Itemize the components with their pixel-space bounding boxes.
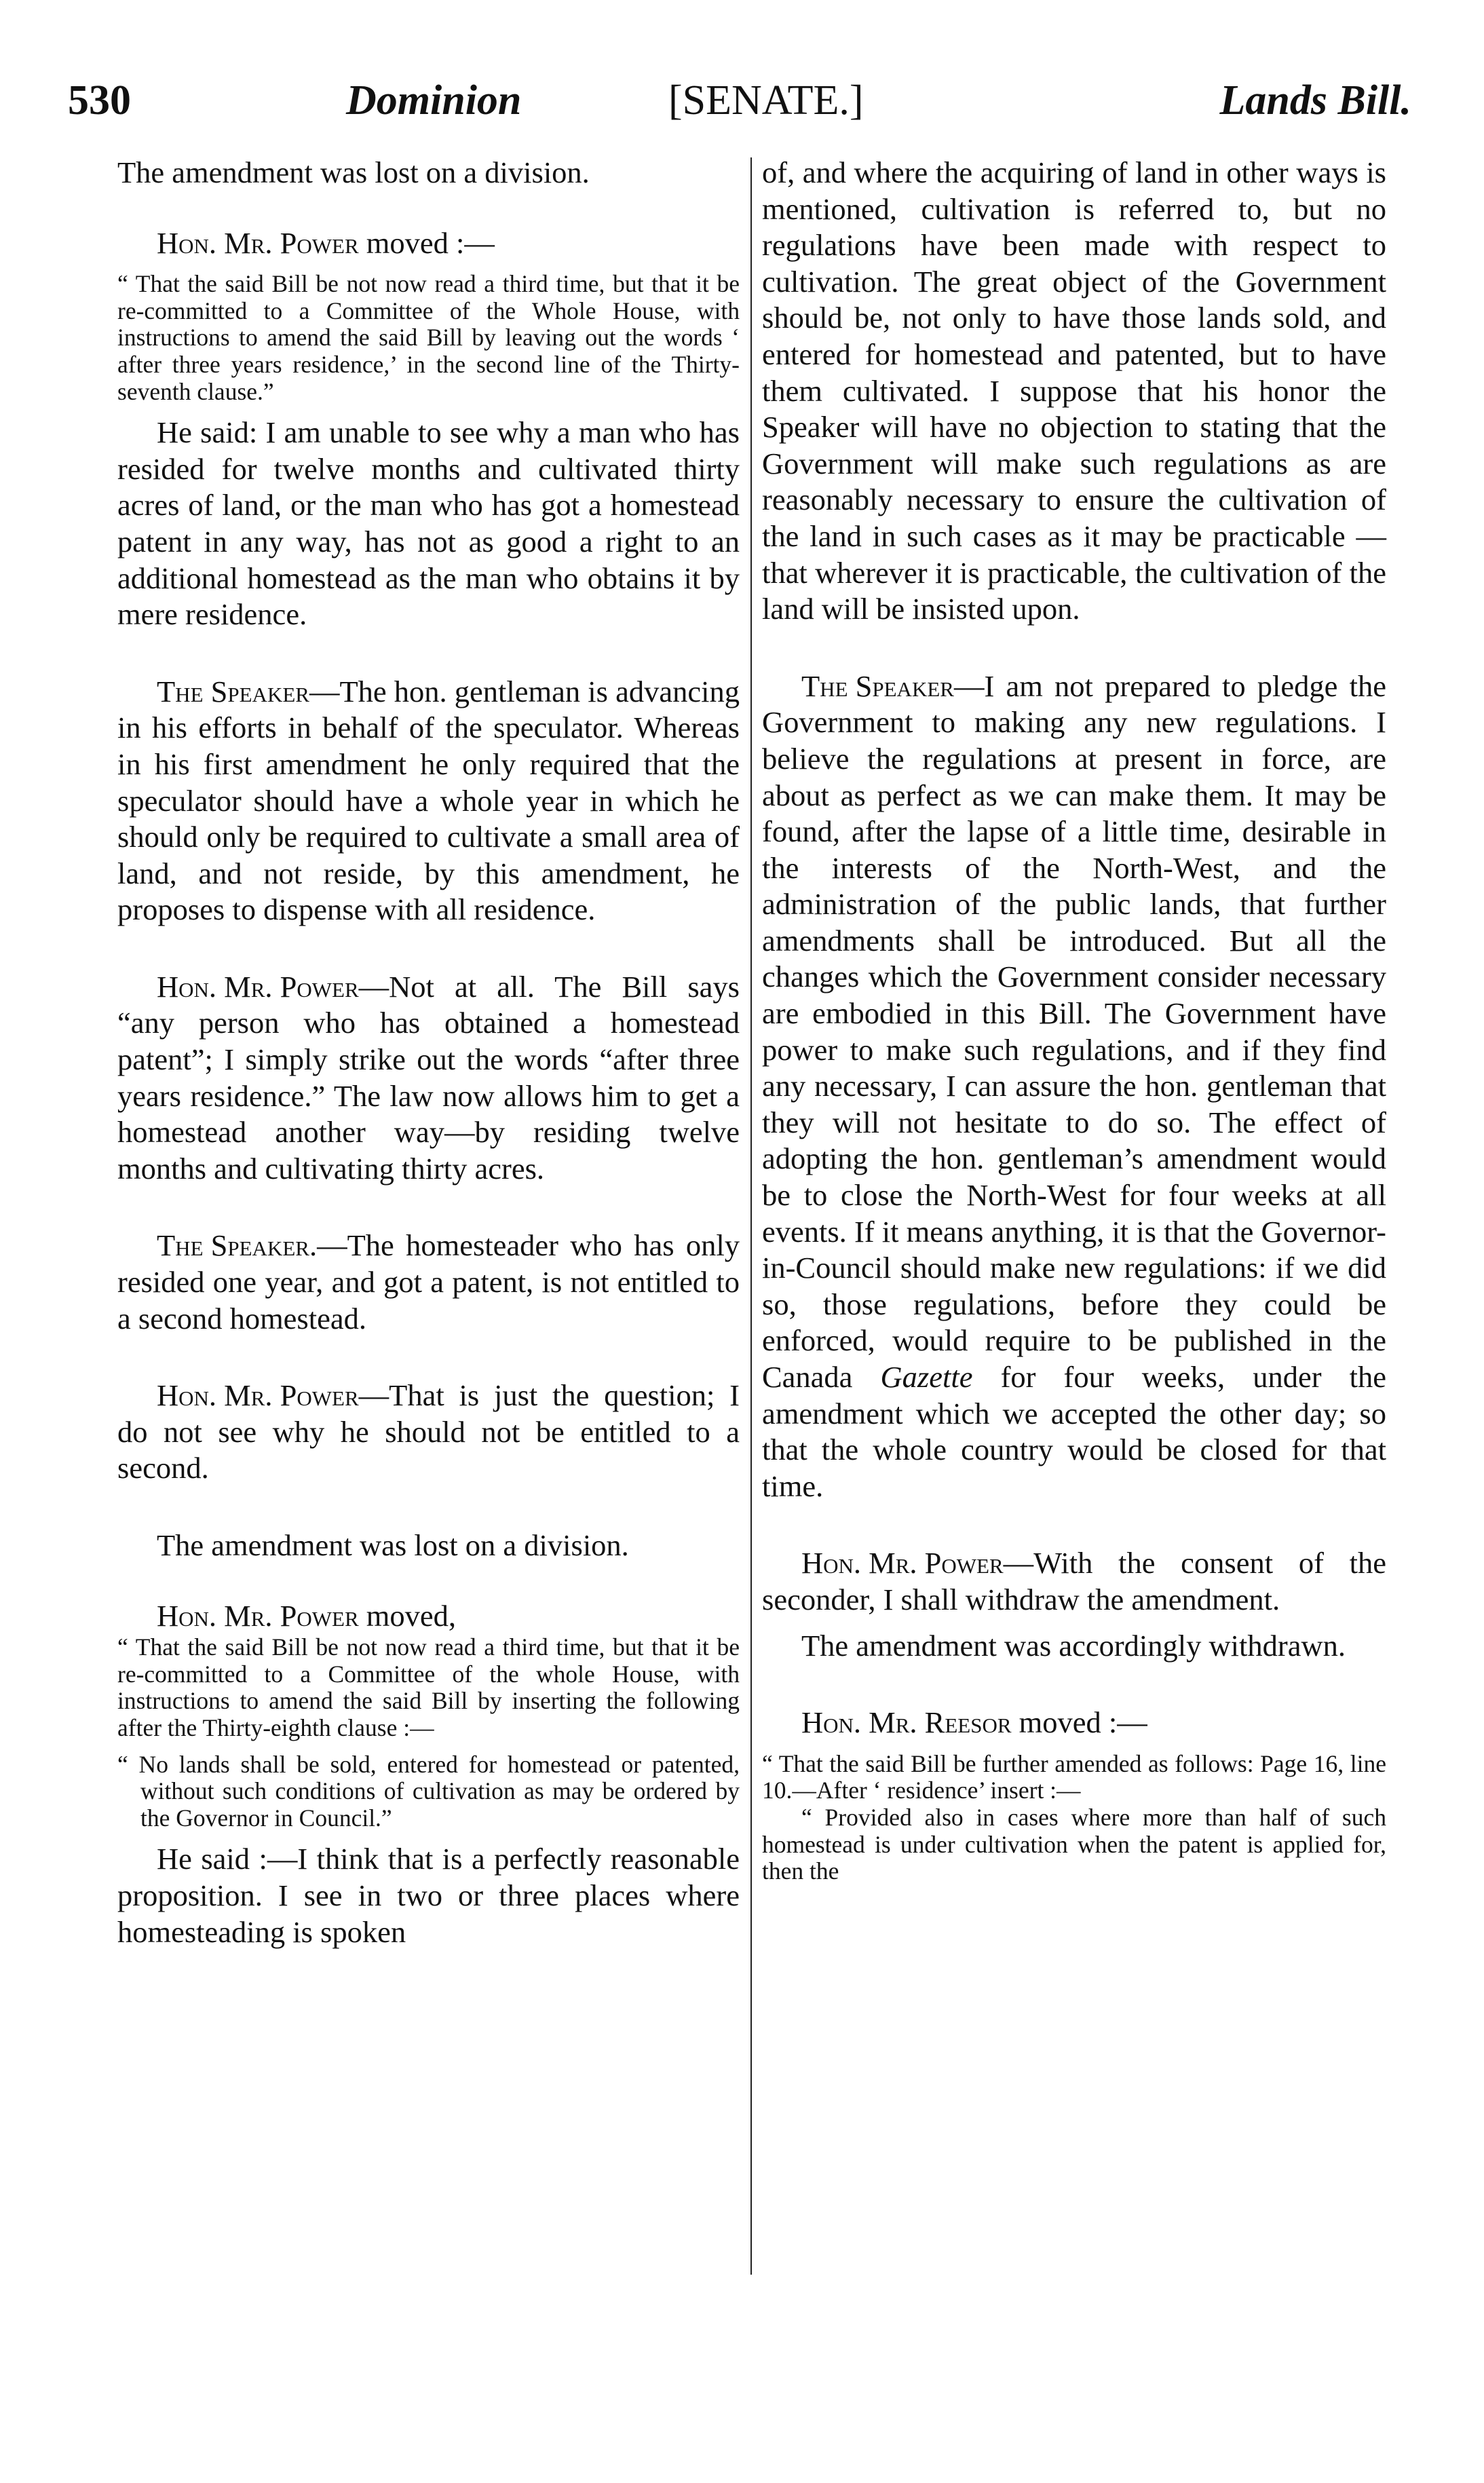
speech-text: —With the consent of the seconder, I shall withdraw the amendment.	[762, 1546, 1386, 1616]
speech-paragraph	[117, 674, 740, 928]
speech-text: —Not at all. The Bill says “any person who has obtained a homestead patent”; I simply strike out the words “after three years residence.” The law now allows him to get a homestead another way—by residing twelve months and cultivating thirty acres.	[117, 969, 740, 1186]
paragraph: of, and where the acquiring of land in other ways is mentioned, cultivation is referred to, but no regulations have been made with respect to cultivation. The great object of the Government should be, not only to have those lands sold, and entered for homestead and patented, but to have them cultivated. I suppose that his honor the Speaker will have no objection to stating that the Government will make such regulations as are reasonably necessary to ensure the cultivation of the land in such cases as it may be practicable —that wherever it is practicable, the cultivation of the land will be insisted upon.	[762, 155, 1386, 626]
speech-paragraph	[117, 969, 740, 1188]
speech-text: for four weeks, under the amendment which we accepted the other day; so that the whole country would be closed for that time.	[762, 1360, 1386, 1503]
paragraph: He said: I am unable to see why a man who has resided for twelve months and cultivated thirty acres of land, or the man who has got a homestead patent in any way, has not as good a right to an additional homestead as the man who obtains it by mere residence.	[117, 415, 740, 632]
speaker-name: Hon. Mr. Power	[157, 1378, 359, 1413]
speech-text: moved :—	[358, 225, 495, 260]
motion-quote: “ That the said Bill be not now read a third time, but that it be re-committed to a Committee of the Whole House, with instructions to amend the said Bill by leaving out the words ‘ after three years residence,’ in the second line of the Thirty-seventh clause.”	[117, 270, 740, 405]
paragraph: The amendment was lost on a division.	[117, 155, 590, 189]
column-divider	[750, 157, 752, 2275]
speech-text: —The hon. gentleman is advancing in his efforts in behalf of the speculator. Whereas in his first amendment he only required that the speculator should have a whole year in which he should only be required to cultivate a small area of land, and not reside, by this amendment, he proposes to dispense with all residence.	[117, 674, 740, 927]
chamber-label: [SENATE.]	[668, 77, 864, 124]
motion-paragraph	[762, 1705, 1386, 1741]
speaker-name: Hon. Mr. Reesor	[801, 1705, 1012, 1740]
speech-text: —The homesteader who has only resided one year, and got a patent, is not entitled to a second homestead.	[117, 1228, 740, 1335]
motion-quote-inset: “ No lands shall be sold, entered for homestead or patented, without such conditions of cultivation as may be ordered by the Governor in Council.”	[117, 1750, 740, 1832]
page-number: 530	[68, 77, 131, 124]
speaker-name: Hon. Mr. Power	[157, 1598, 359, 1633]
page-header	[68, 73, 1411, 134]
left-column	[117, 155, 740, 1950]
speech-text: moved,	[358, 1598, 457, 1633]
speech-text: moved :—	[1011, 1705, 1147, 1740]
motion-quote: “ That the said Bill be further amended as follows: Page 16, line 10.—After ‘ residence’ insert :—	[762, 1749, 1386, 1804]
speaker-name: Hon. Mr. Power	[157, 225, 359, 260]
bill-title: Lands Bill.	[1219, 77, 1411, 124]
gazette-italic: Gazette	[880, 1360, 973, 1394]
speaker-name: Hon. Mr. Power	[801, 1546, 1004, 1580]
speech-text: —That is just the question; I do not see why he should not be entitled to a second.	[117, 1378, 740, 1485]
speech-paragraph	[762, 668, 1386, 1505]
speaker-name: The Speaker.	[157, 1228, 318, 1263]
right-column	[762, 155, 1386, 1885]
paragraph: The amendment was accordingly withdrawn.	[801, 1628, 1346, 1663]
speech-paragraph	[117, 1378, 740, 1487]
motion-paragraph	[117, 225, 740, 262]
motion-paragraph	[117, 1598, 740, 1635]
speech-paragraph	[762, 1545, 1386, 1618]
speech-paragraph	[117, 1228, 740, 1337]
speaker-name: The Speaker	[801, 668, 954, 703]
paragraph: He said :—I think that is a perfectly reasonable proposition. I see in two or three places where homesteading is spoken	[117, 1842, 740, 1949]
paragraph: The amendment was lost on a division.	[157, 1528, 629, 1562]
speaker-name: The Speaker	[157, 674, 309, 708]
speech-text: —I am not prepared to pledge the Government to making any new regulations. I believe the regulations at present in force, are about as perfect as we can make them. It may be found, after the lapse of a little time, desirable in the interests of the North-West, and the administration of the public lands, that further amendments shall be introduced. But all the changes which the Government consider necessary are embodied in this Bill. The Government have power to make such regulations, and if they find any necessary, I can assure the hon. gentleman that they will not hesitate to do so. The effect of adopting the hon. gentleman’s amendment would be to close the North-West for four weeks at all events. If it means anything, it is that the Governor-in-Council should make new regulations: if we did so, those regulations, before they could be enforced, would require to be published in the Canada	[762, 668, 1386, 1394]
running-title: Dominion	[346, 77, 522, 124]
speaker-name: Hon. Mr. Power	[157, 969, 359, 1004]
motion-quote: “ Provided also in cases where more than half of such homestead is under cultivation when the patent is applied for, then the	[762, 1803, 1386, 1885]
motion-quote: “ That the said Bill be not now read a third time, but that it be re-committed to a Committee of the whole House, with instructions to amend the said Bill by inserting the following after the Thirty-eighth clause :—	[117, 1633, 740, 1741]
